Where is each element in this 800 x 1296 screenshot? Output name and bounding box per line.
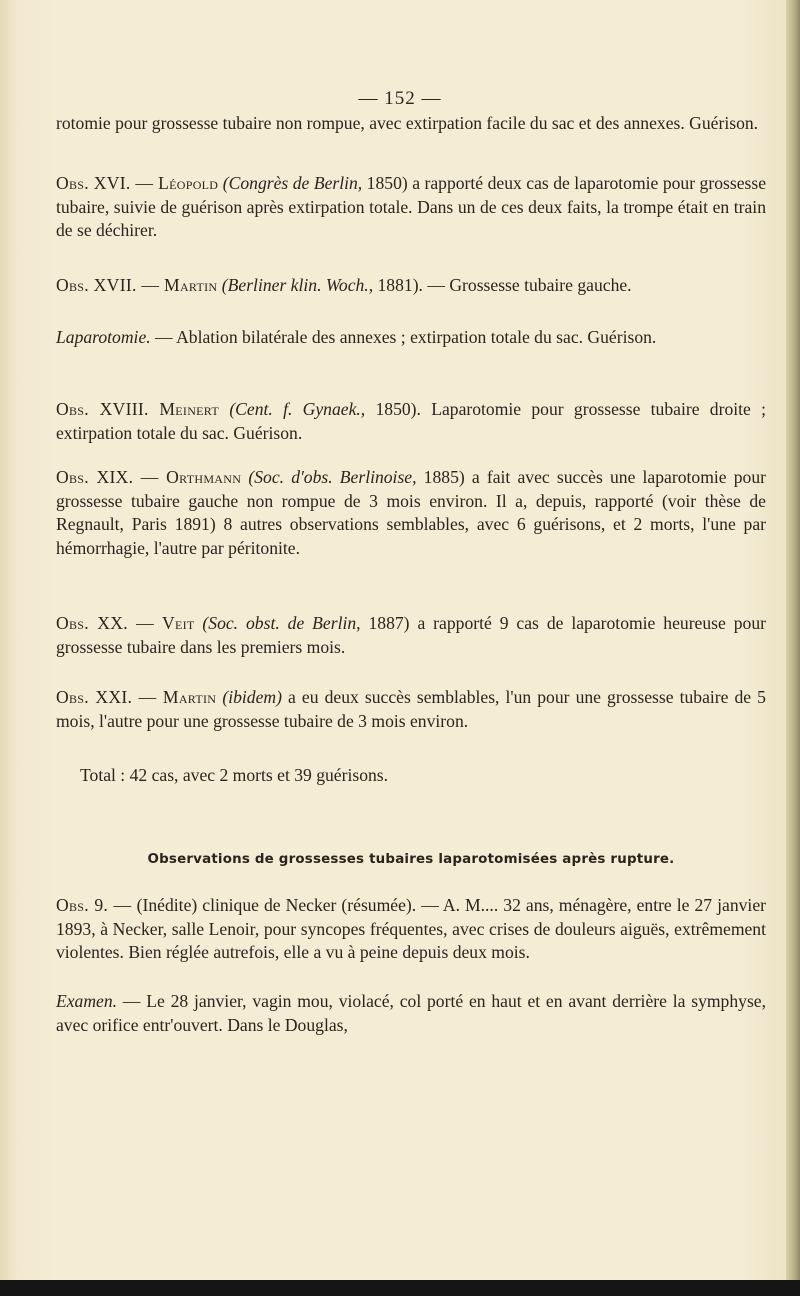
obs-label: Obs. XVIII. bbox=[56, 399, 160, 419]
reference: (Cent. f. Gynaek., bbox=[229, 399, 366, 419]
observation-xix bbox=[56, 466, 766, 560]
author-name: Léopold bbox=[158, 173, 219, 193]
author-name: Meinert bbox=[159, 399, 220, 419]
reference: Laparotomie. bbox=[56, 327, 151, 347]
paragraph-text: a eu deux succès semblables, l'un pour une grossesse tubaire de 5 mois, l'autre pour une grossesse tubaire de 3 mois environ. bbox=[56, 687, 766, 731]
obs-label: Obs. XVI. — bbox=[56, 173, 159, 193]
reference: Examen. bbox=[56, 991, 118, 1011]
reference: (Congrès de Berlin, bbox=[222, 173, 363, 193]
observation-xx bbox=[56, 612, 766, 659]
scan-border-bottom bbox=[0, 1280, 800, 1296]
reference: (Soc. obst. de Berlin, bbox=[202, 613, 361, 633]
obs-label: Obs. XX. — bbox=[56, 613, 162, 633]
observation-xvi bbox=[56, 172, 766, 243]
page-number: — 152 — bbox=[358, 88, 442, 109]
reference: (Soc. d'obs. Berlinoise, bbox=[248, 467, 417, 487]
paragraph-text: — Ablation bilatérale des annexes ; extirpation totale du sac. Guérison. bbox=[150, 327, 657, 347]
section-heading: Observations de grossesses tubaires laparotomisées après rupture. bbox=[147, 852, 675, 867]
paragraph-continuation bbox=[56, 112, 766, 136]
page-edge-shadow bbox=[786, 0, 800, 1296]
author-name: Orthmann bbox=[166, 467, 242, 487]
obs-label: Obs. XXI. — bbox=[56, 687, 163, 707]
observation-xviii bbox=[56, 398, 766, 445]
observation-9-examen bbox=[56, 990, 766, 1037]
paragraph-text: 1881). — Grossesse tubaire gauche. bbox=[373, 275, 632, 295]
paragraph-text: 1850). Laparotomie pour grossesse tubaire droite ; extirpation totale du sac. Guérison. bbox=[56, 399, 766, 443]
observation-xxi bbox=[56, 686, 766, 733]
reference: (Berliner klin. Woch., bbox=[221, 275, 374, 295]
observation-9 bbox=[56, 894, 766, 965]
paragraph-text: rotomie pour grossesse tubaire non rompue, avec extirpation facile du sac et des annexes. Guérison. bbox=[56, 113, 759, 133]
reference: (ibidem) bbox=[222, 687, 282, 707]
obs-label: Obs. XIX. — bbox=[56, 467, 167, 487]
total-text: Total : 42 cas, avec 2 morts et 39 guérisons. bbox=[80, 765, 389, 785]
paragraph-text: (Inédite) clinique de Necker (résumée). — A. M.... 32 ans, ménagère, entre le 27 janvier 1893, à Necker, salle Lenoir, pour syncopes fréquentes, avec crises de douleurs aiguës, extrêmement violentes. Bien réglée autrefois, elle a vu à peine depuis deux mois. bbox=[56, 895, 766, 962]
paragraph-text: 1850) a rapporté deux cas de laparotomie pour grossesse tubaire, suivie de guérison après extirpation totale. Dans un de ces deux faits, la trompe était en train de se déchirer. bbox=[56, 173, 767, 240]
paragraph-text: — Le 28 janvier, vagin mou, violacé, col porté en haut et en avant derrière la symphyse, avec orifice entr'ouvert. Dans le Douglas, bbox=[56, 991, 766, 1035]
obs-label: Obs. XVII. — bbox=[56, 275, 164, 295]
total-line bbox=[80, 764, 766, 788]
author-name: Martin bbox=[162, 687, 217, 707]
author-name: Martin bbox=[164, 275, 218, 295]
paragraph-text: 1885) a fait avec succès une laparotomie pour grossesse tubaire gauche non rompue de 3 mois environ. Il a, depuis, rapporté (voir thèse de Regnault, Paris 1891) 8 autres observations semblables, avec 6 guérisons, et 2 morts, l'une par hémorrhagie, l'autre par péritonite. bbox=[56, 467, 766, 558]
obs-label: Obs. 9. — bbox=[56, 895, 137, 915]
observation-xvii bbox=[56, 274, 766, 298]
author-name: Veit bbox=[161, 613, 195, 633]
paragraph-text: 1887) a rapporté 9 cas de laparotomie heureuse pour grossesse tubaire dans les premiers mois. bbox=[56, 613, 766, 657]
observation-xvii-continued bbox=[56, 326, 766, 350]
